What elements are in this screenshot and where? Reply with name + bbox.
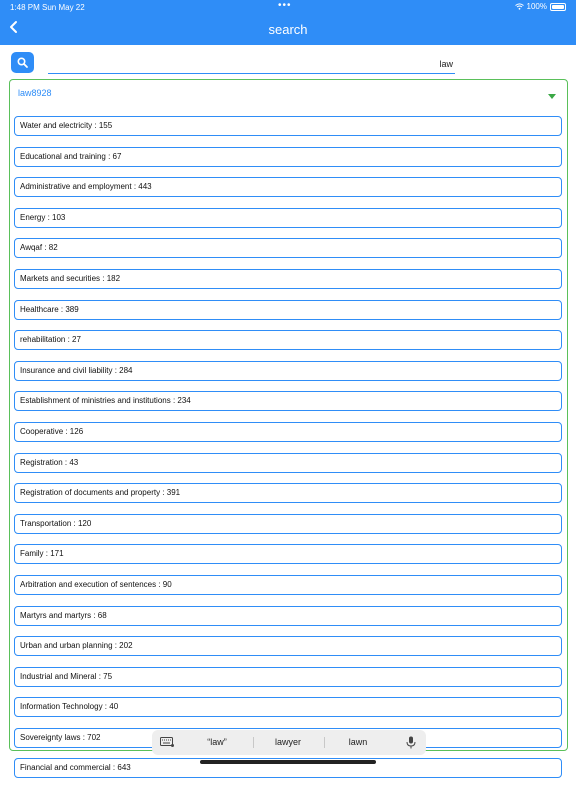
suggestion-divider xyxy=(324,737,325,748)
battery-percent: 100% xyxy=(526,2,547,11)
list-item[interactable]: Martyrs and martyrs : 68 xyxy=(14,606,562,626)
list-item[interactable]: Water and electricity : 155 xyxy=(14,116,562,136)
list-item[interactable]: Awqaf : 82 xyxy=(14,238,562,258)
search-icon xyxy=(17,57,28,68)
wifi-icon xyxy=(515,3,524,10)
microphone-icon[interactable] xyxy=(406,736,416,749)
suggestion-divider xyxy=(253,737,254,748)
results-list xyxy=(14,116,562,789)
list-item[interactable]: Financial and commercial : 643 xyxy=(14,758,562,778)
keyboard-icon[interactable] xyxy=(160,737,174,747)
list-item[interactable]: Information Technology : 40 xyxy=(14,697,562,717)
list-item[interactable]: Markets and securities : 182 xyxy=(14,269,562,289)
status-time: 1:48 PM xyxy=(10,3,40,12)
dropdown-arrow-icon xyxy=(548,94,556,99)
status-right xyxy=(515,2,566,11)
list-item[interactable]: Urban and urban planning : 202 xyxy=(14,636,562,656)
suggestion-lawn[interactable]: lawn xyxy=(348,737,368,747)
list-item[interactable]: Sovereignty laws : 702 xyxy=(14,728,562,748)
dropdown-selected-value: law8928 xyxy=(18,88,52,98)
status-date: Sun May 22 xyxy=(42,3,85,12)
page-title: search xyxy=(268,22,308,37)
multitasking-dots-icon[interactable]: ••• xyxy=(278,0,292,11)
home-indicator[interactable] xyxy=(200,760,376,764)
keyboard-suggestion-bar xyxy=(152,730,426,755)
list-item[interactable]: rehabilitation : 27 xyxy=(14,330,562,350)
suggestion-lawyer[interactable]: lawyer xyxy=(274,737,301,747)
category-dropdown[interactable] xyxy=(18,88,558,106)
search-input[interactable] xyxy=(48,55,455,74)
battery-icon xyxy=(550,3,566,11)
nav-bar xyxy=(0,14,576,45)
list-item[interactable]: Educational and training : 67 xyxy=(14,147,562,167)
list-item[interactable]: Healthcare : 389 xyxy=(14,300,562,320)
list-item[interactable]: Transportation : 120 xyxy=(14,514,562,534)
list-item[interactable]: Registration of documents and property : 391 xyxy=(14,483,562,503)
search-button[interactable] xyxy=(11,52,34,73)
list-item[interactable]: Cooperative : 126 xyxy=(14,422,562,442)
list-item[interactable]: Insurance and civil liability : 284 xyxy=(14,361,562,381)
suggestion-law[interactable]: “law” xyxy=(207,737,227,747)
list-item[interactable]: Industrial and Mineral : 75 xyxy=(14,667,562,687)
results-panel xyxy=(9,79,568,773)
list-item[interactable]: Family : 171 xyxy=(14,544,562,564)
status-bar xyxy=(0,0,576,14)
list-item[interactable]: Registration : 43 xyxy=(14,453,562,473)
list-item[interactable]: Administrative and employment : 443 xyxy=(14,177,562,197)
list-item[interactable]: Establishment of ministries and institutions : 234 xyxy=(14,391,562,411)
list-item[interactable]: Arbitration and execution of sentences : 90 xyxy=(14,575,562,595)
list-item[interactable]: Energy : 103 xyxy=(14,208,562,228)
